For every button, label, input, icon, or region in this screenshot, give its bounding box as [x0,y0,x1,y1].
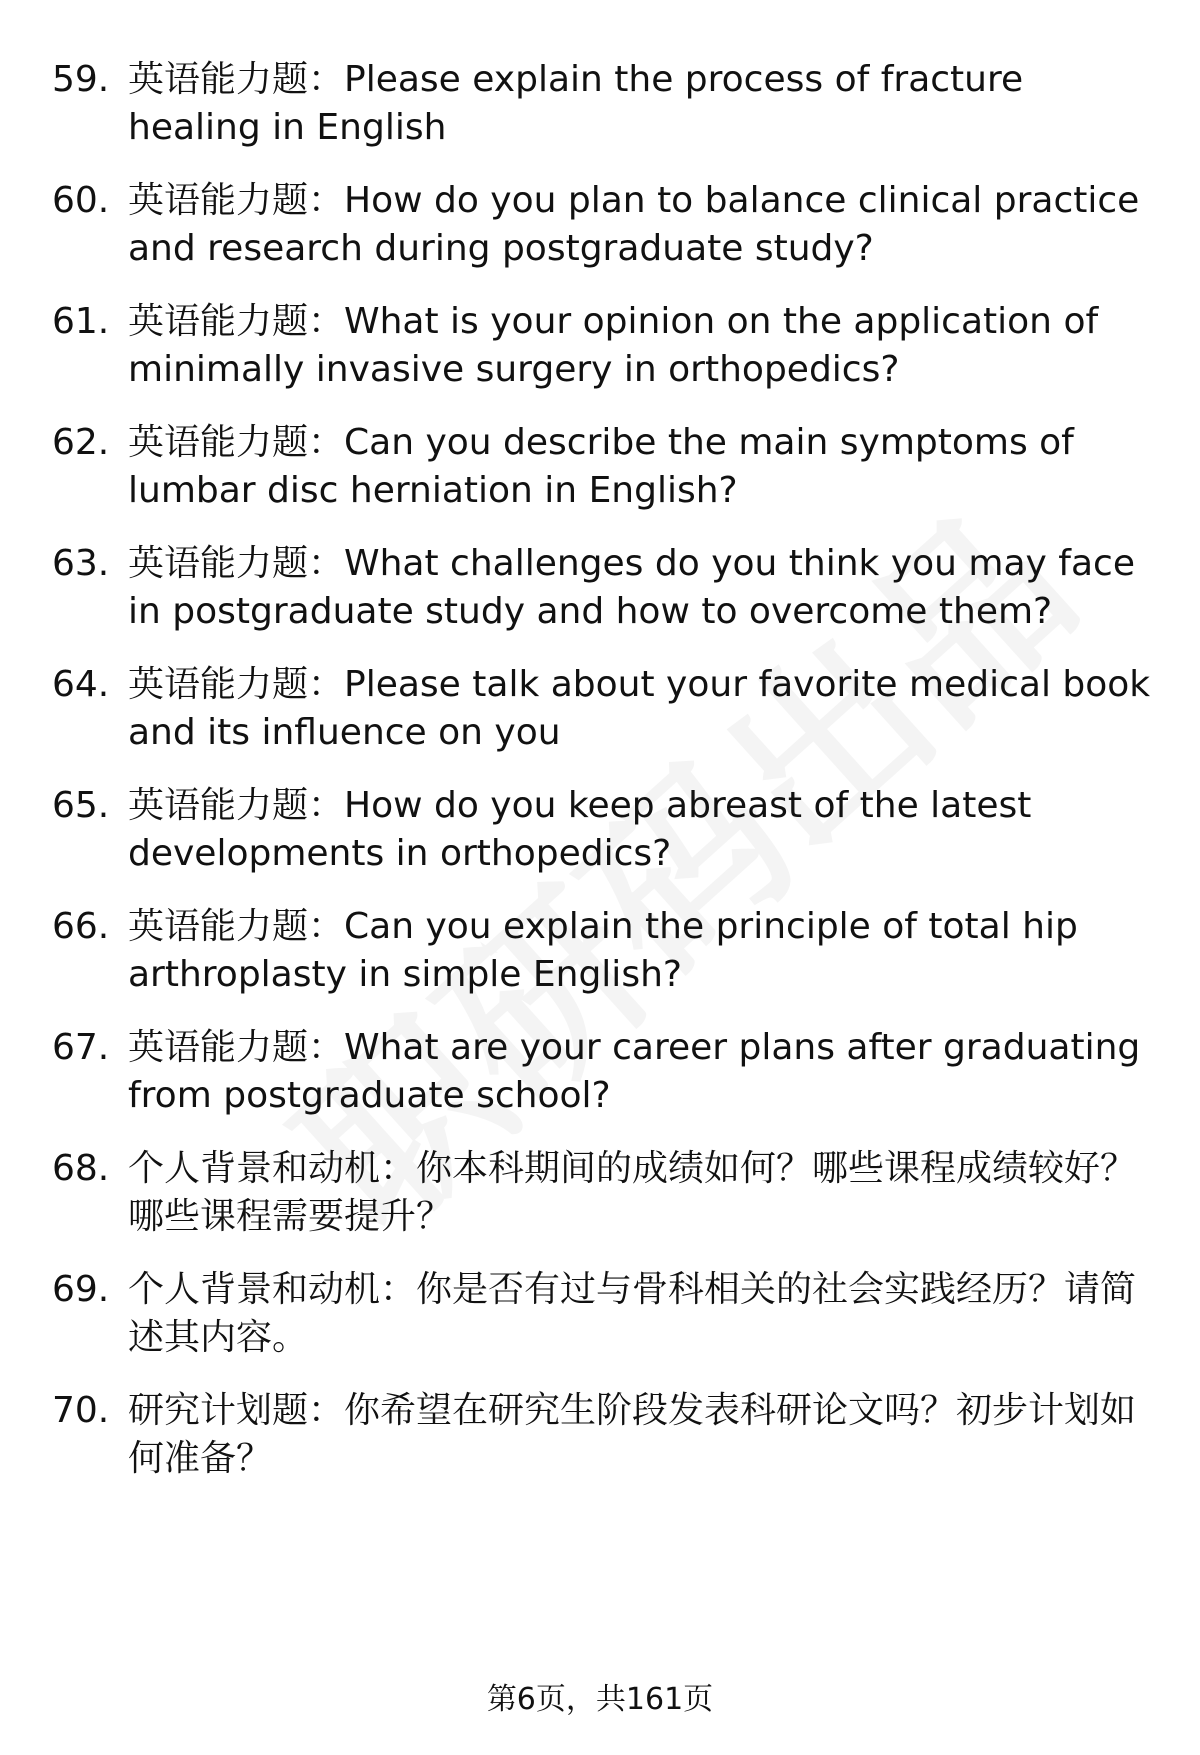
question-number: 60. [52,180,110,221]
question-item [52,177,1152,273]
question-text: 英语能力题：How do you plan to balance clinical practice and research during postgraduate study? [128,180,1140,269]
question-text: 个人背景和动机：你是否有过与骨科相关的社会实践经历？请简述其内容。 [128,1269,1137,1358]
question-item [52,298,1152,394]
question-number: 59. [52,59,110,100]
question-item [52,540,1152,636]
question-item [52,1024,1152,1120]
question-number: 68. [52,1148,110,1189]
question-item [52,56,1152,152]
question-item [52,1387,1152,1483]
question-text: 研究计划题：你希望在研究生阶段发表科研论文吗？初步计划如何准备？ [128,1390,1137,1479]
question-text: 英语能力题：How do you keep abreast of the latest developments in orthopedics? [128,785,1032,874]
question-list [52,56,1152,1508]
question-number: 69. [52,1269,110,1310]
question-number: 63. [52,543,110,584]
page-footer: 第6页，共161页 [486,1682,714,1717]
question-text: 英语能力题：What are your career plans after graduating from postgraduate school? [128,1027,1141,1116]
question-number: 66. [52,906,110,947]
question-item [52,782,1152,878]
question-number: 62. [52,422,110,463]
question-number: 67. [52,1027,110,1068]
question-text: 英语能力题：What is your opinion on the application of minimally invasive surgery in orthopedics? [128,301,1099,390]
question-number: 70. [52,1390,110,1431]
question-item [52,903,1152,999]
question-number: 64. [52,664,110,705]
question-number: 65. [52,785,110,826]
question-item [52,419,1152,515]
question-text: 英语能力题：What challenges do you think you may face in postgraduate study and how to overcome them? [128,543,1135,632]
question-number: 61. [52,301,110,342]
question-text: 英语能力题：Please explain the process of fracture healing in English [128,59,1024,148]
question-text: 英语能力题：Can you explain the principle of total hip arthroplasty in simple English? [128,906,1078,995]
question-item [52,1145,1152,1241]
question-item [52,661,1152,757]
question-text: 英语能力题：Can you describe the main symptoms of lumbar disc herniation in English? [128,422,1074,511]
question-text: 英语能力题：Please talk about your favorite medical book and its influence on you [128,664,1151,753]
question-text: 个人背景和动机：你本科期间的成绩如何？哪些课程成绩较好？哪些课程需要提升？ [128,1148,1137,1237]
question-item [52,1266,1152,1362]
